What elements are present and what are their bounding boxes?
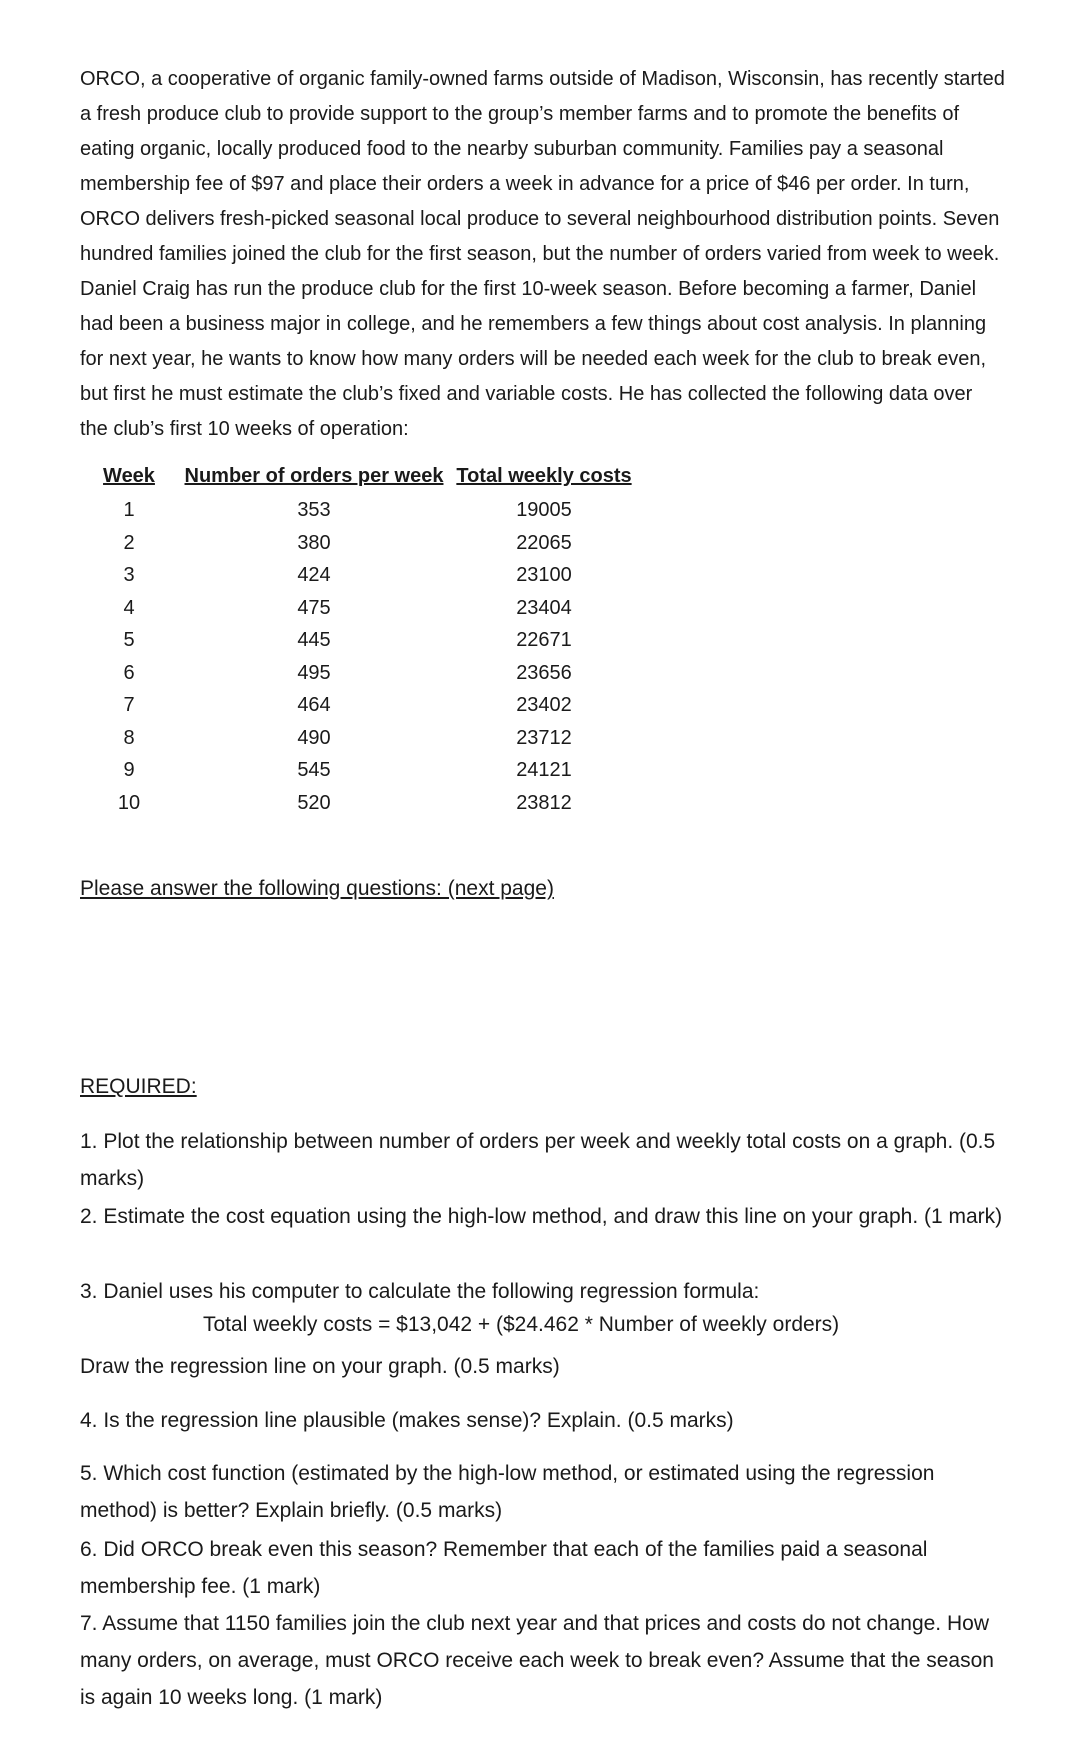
cell-week: 6 [123, 661, 135, 684]
intro-paragraph: ORCO, a cooperative of organic family-owned farms outside of Madison, Wisconsin, has recently started a fresh produce club to provide support to the group’s member farms and to promote the benefits of eating organic, locally produced food to the nearby suburban community. Families pay a seasonal membership fee of $97 and place their orders a week in advance for a price of $46 per order. In turn, ORCO delivers fresh-picked seasonal local produce to several neighbourhood distribution points. Seven hundred families joined the club for the first season, but the number of orders varied from week to week. Daniel Craig has run the produce club for the first 10-week season. Before becoming a farmer, Daniel had been a business major in college, and he remembers a few things about cost analysis. In planning for next year, he wants to know how many orders will be needed each week for the club to break even, but first he must estimate the club’s fixed and variable costs. He has collected the following data over the club’s first 10 weeks of operation: [80, 68, 1005, 440]
header-orders: Number of orders per week [184, 465, 444, 487]
table-row [80, 564, 638, 597]
cell-costs: 19005 [516, 499, 572, 521]
cell-costs: 23656 [516, 661, 572, 684]
cell-orders: 424 [297, 564, 331, 586]
header-costs: Total weekly costs [456, 465, 632, 487]
table-row [80, 532, 638, 565]
cell-orders: 445 [297, 629, 331, 651]
cell-costs: 23404 [516, 596, 572, 619]
cell-orders: 495 [297, 661, 331, 684]
cell-week: 5 [123, 629, 135, 651]
cell-costs: 23712 [516, 726, 572, 749]
regression-formula: Total weekly costs = $13,042 + ($24.462 * Number of weekly orders) [203, 1313, 840, 1336]
table-row [80, 727, 638, 760]
question-3: 3. Daniel uses his computer to calculate the following regression formula: [80, 1280, 760, 1303]
table-header-row [80, 465, 638, 499]
cell-orders: 520 [297, 791, 331, 814]
weekly-data-table [80, 465, 638, 824]
cell-orders: 475 [297, 596, 331, 619]
cell-week: 2 [123, 531, 135, 554]
cell-orders: 545 [297, 759, 331, 781]
cell-week: 10 [117, 791, 141, 814]
cell-costs: 23100 [516, 564, 572, 586]
cell-costs: 22671 [516, 629, 572, 651]
question-1: 1. Plot the relationship between number of orders per week and weekly total costs on a graph. (0.5 marks) [80, 1130, 996, 1190]
question-5: 5. Which cost function (estimated by the high-low method, or estimated using the regression method) is better? Explain briefly. (0.5 marks) [80, 1462, 935, 1522]
table-row [80, 759, 638, 792]
table-row [80, 694, 638, 727]
cell-costs: 24121 [516, 759, 572, 781]
cell-orders: 464 [297, 694, 331, 716]
cell-week: 7 [123, 694, 135, 716]
table-row [80, 792, 638, 825]
table-row [80, 499, 638, 532]
cell-week: 4 [123, 596, 135, 619]
cell-week: 1 [123, 499, 135, 521]
cell-week: 9 [123, 759, 135, 781]
cell-week: 8 [123, 726, 135, 749]
header-week: Week [103, 465, 155, 487]
cell-week: 3 [123, 564, 135, 586]
cell-costs: 23812 [516, 791, 572, 814]
table-row [80, 597, 638, 630]
table-row [80, 662, 638, 695]
cell-costs: 22065 [516, 531, 572, 554]
question-3-instruction: Draw the regression line on your graph. (0.5 marks) [80, 1355, 560, 1378]
cell-orders: 380 [297, 531, 331, 554]
question-2: 2. Estimate the cost equation using the high-low method, and draw this line on your graph. (1 mark) [80, 1205, 1003, 1228]
required-heading: REQUIRED: [80, 1075, 197, 1098]
next-page-note: Please answer the following questions: (next page) [80, 877, 554, 900]
cell-costs: 23402 [516, 694, 572, 716]
table-row [80, 629, 638, 662]
question-4: 4. Is the regression line plausible (makes sense)? Explain. (0.5 marks) [80, 1409, 734, 1432]
question-7: 7. Assume that 1150 families join the club next year and that prices and costs do not change. How many orders, on average, must ORCO receive each week to break even? Assume that the season is again 10 weeks long. (1 mark) [80, 1612, 994, 1709]
cell-orders: 353 [297, 499, 331, 521]
cell-orders: 490 [297, 726, 331, 749]
question-6: 6. Did ORCO break even this season? Remember that each of the families paid a seasonal membership fee. (1 mark) [80, 1538, 928, 1598]
